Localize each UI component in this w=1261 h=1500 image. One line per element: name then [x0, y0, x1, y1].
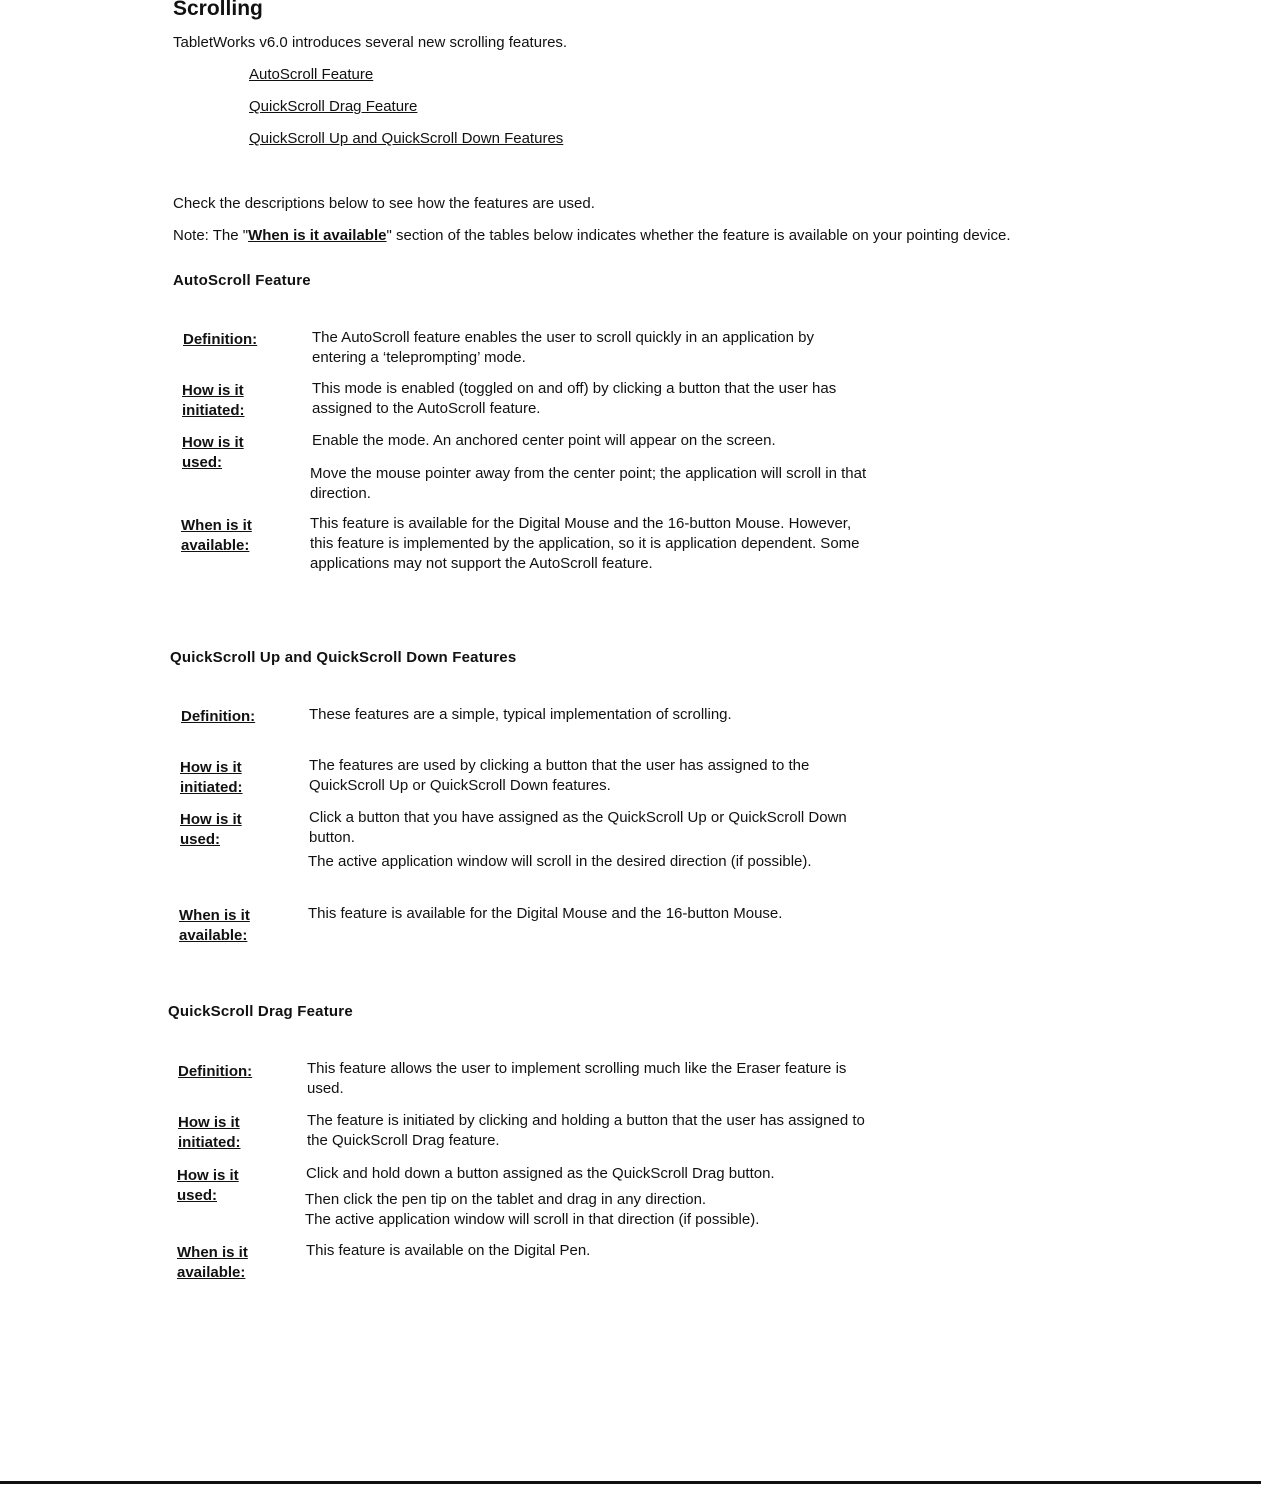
label-how-initiated — [182, 381, 292, 421]
toc-link-quickscroll-drag[interactable]: QuickScroll Drag Feature — [249, 98, 418, 115]
check-descriptions-text: Check the descriptions below to see how the features are used. — [173, 195, 595, 212]
label-definition: Definition: — [178, 1063, 253, 1080]
quickscroll-drag-used-1: Click and hold down a button assigned as the QuickScroll Drag button. — [306, 1165, 775, 1182]
quickscroll-drag-definition: This feature allows the user to implement scrolling much like the Eraser feature is used. — [307, 1060, 847, 1097]
quickscroll-updown-available: This feature is available for the Digital Mouse and the 16-button Mouse. — [308, 905, 783, 922]
note-bold: When is it available — [248, 227, 387, 244]
label-how-initiated-line1: How is it — [180, 759, 242, 776]
label-when-available-line2: available: — [177, 1264, 246, 1281]
note-prefix: Note: The " — [173, 227, 249, 244]
label-how-initiated-line2: initiated: — [180, 779, 243, 796]
label-how-used-line2: used: — [180, 831, 221, 848]
label-when-available — [179, 906, 289, 946]
quickscroll-drag-used-3: The active application window will scroll in that direction (if possible). — [305, 1211, 760, 1228]
label-how-used-line1: How is it — [180, 811, 242, 828]
page-bottom-rule — [0, 1481, 1261, 1484]
quickscroll-drag-available: This feature is available on the Digital Pen. — [306, 1242, 591, 1259]
label-when-available-line1: When is it — [179, 907, 250, 924]
toc-link-autoscroll[interactable]: AutoScroll Feature — [249, 66, 374, 83]
label-when-available-line2: available: — [179, 927, 248, 944]
label-how-used-line2: used: — [177, 1187, 218, 1204]
label-how-used-line1: How is it — [177, 1167, 239, 1184]
page-title: Scrolling — [173, 0, 263, 20]
autoscroll-initiated: This mode is enabled (toggled on and off) by clicking a button that the user has assigned to the AutoScroll feature. — [312, 380, 837, 417]
label-how-initiated-line1: How is it — [182, 382, 244, 399]
label-how-used-line2: used: — [182, 454, 223, 471]
label-definition: Definition: — [183, 331, 258, 348]
label-when-available — [177, 1243, 287, 1283]
section-heading-quickscroll-up-down: QuickScroll Up and QuickScroll Down Features — [170, 649, 517, 666]
quickscroll-updown-definition: These features are a simple, typical implementation of scrolling. — [309, 706, 732, 723]
label-how-initiated-line2: initiated: — [178, 1134, 241, 1151]
label-when-available-line1: When is it — [177, 1244, 248, 1261]
quickscroll-drag-used-2: Then click the pen tip on the tablet and drag in any direction. — [305, 1191, 707, 1208]
label-when-available — [181, 516, 291, 556]
section-heading-quickscroll-drag: QuickScroll Drag Feature — [168, 1003, 353, 1020]
label-how-used — [180, 810, 290, 850]
intro-text: TabletWorks v6.0 introduces several new scrolling features. — [173, 34, 568, 51]
quickscroll-updown-initiated: The features are used by clicking a button that the user has assigned to the QuickScroll Up or QuickScroll Down features. — [309, 757, 810, 794]
toc-link-quickscroll-up-down[interactable]: QuickScroll Up and QuickScroll Down Features — [249, 130, 564, 147]
label-when-available-line2: available: — [181, 537, 250, 554]
section-heading-autoscroll: AutoScroll Feature — [173, 272, 311, 289]
label-when-available-line1: When is it — [181, 517, 252, 534]
note-text — [173, 227, 1011, 244]
autoscroll-used-2: Move the mouse pointer away from the center point; the application will scroll in that direction. — [310, 465, 867, 502]
label-how-initiated-line1: How is it — [178, 1114, 240, 1131]
label-how-used — [177, 1166, 287, 1206]
label-how-used-line1: How is it — [182, 434, 244, 451]
label-how-initiated-line2: initiated: — [182, 402, 245, 419]
autoscroll-used-1: Enable the mode. An anchored center point will appear on the screen. — [312, 432, 776, 449]
quickscroll-drag-initiated: The feature is initiated by clicking and holding a button that the user has assigned to the QuickScroll Drag feature. — [307, 1112, 865, 1149]
note-suffix: " section of the tables below indicates whether the feature is available on your pointing device. — [386, 227, 1011, 244]
label-how-initiated — [178, 1113, 288, 1153]
autoscroll-available: This feature is available for the Digital Mouse and the 16-button Mouse. However, this feature is implemented by the application, so it is application dependent. Some applications may not support the AutoScroll feature. — [310, 515, 860, 572]
quickscroll-updown-used-2: The active application window will scroll in the desired direction (if possible). — [308, 853, 812, 870]
autoscroll-definition: The AutoScroll feature enables the user to scroll quickly in an application by entering a ‘teleprompting’ mode. — [312, 329, 814, 366]
quickscroll-updown-used-1: Click a button that you have assigned as the QuickScroll Up or QuickScroll Down button. — [309, 809, 847, 846]
label-definition: Definition: — [181, 708, 256, 725]
label-how-initiated — [180, 758, 290, 798]
label-how-used — [182, 433, 292, 473]
